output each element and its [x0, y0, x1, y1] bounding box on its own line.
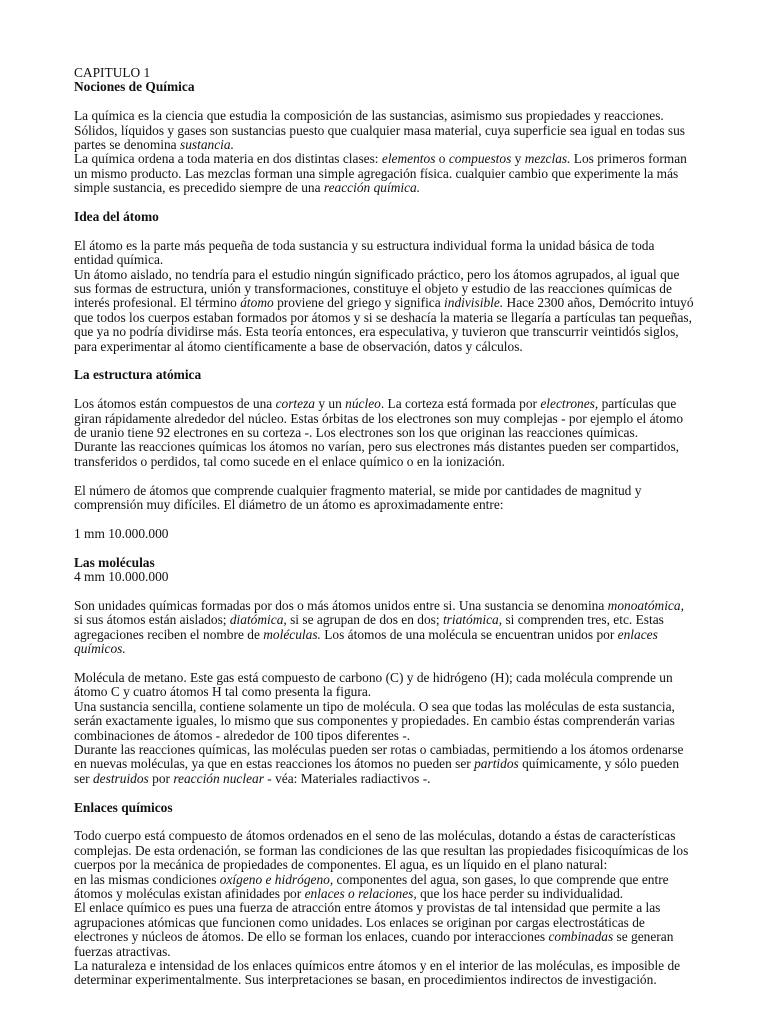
atomic-structure-paragraph-3: El número de átomos que comprende cualquier fragmento material, se mide por cantidades de magnitud y comprensión muy difíciles. El diámetro de un átomo es aproximadamente entre: — [74, 482, 642, 513]
bonds-paragraph-3: El enlace químico es pues una fuerza de atracción entre átomos y provistas de tal intensidad que permite a las agrupaciones atómicas que funcionen como unidades. Los enlaces se originan por cargas electrostáticas de electrones y núcleos de átomos. De ello se forman los enlaces, cuando por interacciones combinadas se generan fuerzas atractivas. — [74, 900, 674, 959]
molecules-paragraph-3: Una sustancia sencilla, contiene solamente un tipo de molécula. O sea que todas las moléculas de esta sustancia, serán exactamente iguales, lo mismo que sus componentes y propiedades. En cambio éstas comprenderán varias combinaciones de átomos - alrededor de 100 tipos diferentes -. — [74, 698, 675, 743]
heading-atomic-structure: La estructura atómica — [74, 367, 202, 383]
molecules-paragraph-2: Molécula de metano. Este gas está compuesto de carbono (C) y de hidrógeno (H); cada molécula comprende un átomo C y cuatro átomos H tal como presenta la figura. — [74, 669, 673, 700]
bonds-paragraph-2: en las mismas condiciones oxígeno e hidrógeno, componentes del agua, son gases, lo que comprende que entre átomos y moléculas existan afinidades por enlaces o relaciones, que los hace perder su individualidad. — [74, 871, 669, 901]
heading-atom-idea: Idea del átomo — [74, 209, 159, 225]
heading-chemical-bonds: Enlaces químicos — [74, 799, 173, 815]
intro-paragraph-1: La química es la ciencia que estudia la composición de las sustancias, asimismo sus propiedades y reacciones. Sólidos, líquidos y gases son sustancias puesto que cualquier masa material, cuya superficie sea igual en todas sus partes se denomina sustancia. — [74, 108, 685, 153]
atom-idea-paragraph-1: El átomo es la parte más pequeña de toda sustancia y su estructura individual forma la unidad básica de toda entidad química. — [74, 237, 655, 268]
atom-idea-paragraph-2: Un átomo aislado, no tendría para el estudio ningún significado práctico, pero los átomos agrupados, al igual que sus formas de estructura, unión y transformaciones, constituye el objeto y estudio de las reacciones químicas de interés profesional. El término átomo proviene del griego y significa indivisible. Hace 2300 años, Demócrito intuyó que todos los cuerpos estaban formados por átomos y si se deshacía la materia se llegaría a partículas tan pequeñas, que ya no podría dividirse más. Esta teoría entonces, era especulativa, y tuvieron que transcurrir veintidós siglos, para experimentar al átomo científicamente a base de observación, datos y cálculos. — [74, 266, 694, 354]
molecule-measure: 4 mm 10.000.000 — [74, 569, 169, 585]
bonds-paragraph-4: La naturaleza e intensidad de los enlaces químicos entre átomos y en el interior de las moléculas, es imposible de determinar experimentalmente. Sus interpretaciones se basan, en procedimientos indirectos de investigación. — [74, 958, 681, 988]
atom-diameter-measure: 1 mm 10.000.000 — [74, 525, 169, 541]
atomic-structure-paragraph-2: Durante las reacciones químicas los átomos no varían, pero sus electrones más distantes pueden ser compartidos, transferidos o perdidos, tal como sucede en el enlace químico o en la ionización. — [74, 439, 680, 469]
intro-paragraph-2: La química ordena a toda materia en dos distintas clases: elementos o compuestos y mezclas. Los primeros forman un mismo producto. Las mezclas forman una simple agregación física. cualquier cambio que experimente la más simple sustancia, es precedido siempre de una reacción química. — [74, 151, 687, 196]
bonds-paragraph-1: Todo cuerpo está compuesto de átomos ordenados en el seno de las moléculas, dotando a éstas de características complejas. De esta ordenación, se forman las condiciones de las que resultan las propiedades fisicoquímicas de los cuerpos por la mecánica de propiedades de componentes. El agua, es un líquido en el plano natural: — [74, 828, 689, 873]
chapter-label: CAPITULO 1 — [74, 65, 151, 80]
molecules-paragraph-1: Son unidades químicas formadas por dos o más átomos unidos entre si. Una sustancia se denomina monoatómica, si sus átomos están aislados; diatómica, si se agrupan de dos en dos; triatómica, si comprenden tres, etc. Estas agregaciones reciben el nombre de moléculas. Los átomos de una molécula se encuentran unidos por enlaces químicos. — [74, 597, 684, 657]
heading-molecules: Las moléculas — [74, 554, 155, 570]
document-page — [74, 66, 694, 988]
chapter-title: Nociones de Química — [74, 79, 195, 95]
molecules-paragraph-4: Durante las reacciones químicas, las moléculas pueden ser rotas o cambiadas, permitiendo a los átomos ordenarse en nuevas moléculas, ya que en estas reacciones los átomos no pueden ser partidos químicamente, y sólo pueden ser destruidos por reacción nuclear - véa: Materiales radiactivos -. — [74, 741, 684, 786]
atomic-structure-paragraph-1: Los átomos están compuestos de una corteza y un núcleo. La corteza está formada por electrones, partículas que giran rápidamente alrededor del núcleo. Estas órbitas de los electrones son muy complejas - por ejemplo el átomo de uranio tiene 92 electrones en su corteza -. Los electrones son los que originan las reacciones químicas. — [74, 396, 684, 441]
